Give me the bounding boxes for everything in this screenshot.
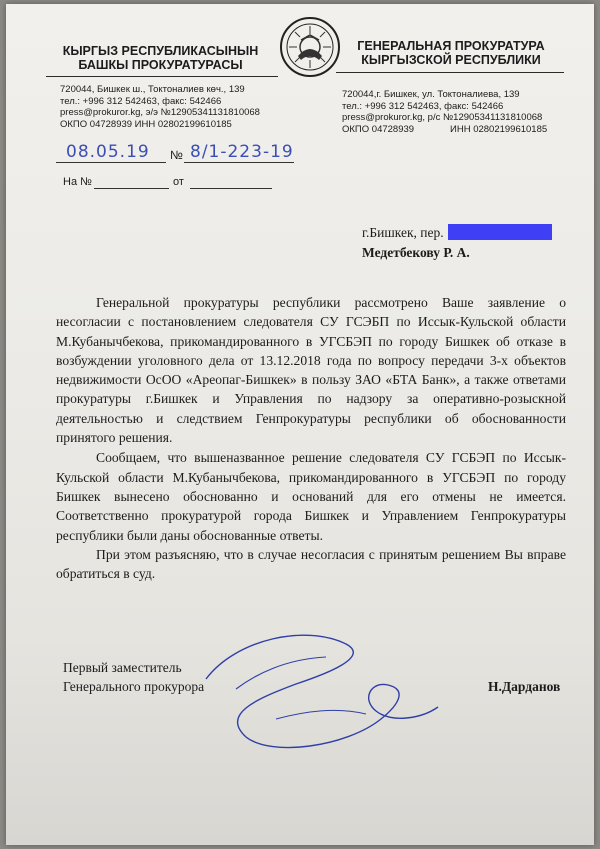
letter-page (6, 4, 594, 845)
reference-label: На № (63, 176, 92, 188)
address-line: тел.: +996 312 542463, факс: 542466 (60, 95, 222, 107)
letterhead-divider-right (336, 72, 564, 73)
address-line: 720044,г. Бишкек, ул. Токтоналиева, 139 (342, 89, 520, 100)
number-sign: № (170, 148, 183, 162)
redacted-address (448, 224, 552, 240)
okpo-code: ОКПО 04728939 (342, 123, 415, 135)
recipient-name: Медетбекову Р. А. (362, 245, 470, 260)
address-line: ОКПО 04728939 ИНН 02802199610185 (60, 118, 232, 130)
handwritten-signature (176, 619, 446, 759)
signer-name: Н.Дарданов (488, 679, 561, 694)
letterhead-kyrgyz-line2: БАШКЫ ПРОКУРАТУРАСЫ (78, 58, 243, 72)
paragraph-1: Генеральной прокуратуры республики рассмотрено Ваше заявление о несогласии с постановлением следователя СУ ГСЭБП по Иссык-Кульской области М.Кубанычбекова, прикомандированного в УГСБЭП по городу Бишкек об отказе в возбуждении уголовного дела от 13.12.2018 года по вопросу передачи 3-х объектов недвижимости ОсОО «Ареопаг-Бишкек» в пользу ЗАО «БТА Банк», а также ответами прокуратуры г.Бишкек и Управления по надзору за оперативно-розыскной деятельностью и следствием Генпрокуратуры республики об обоснованности принятого решения. (56, 295, 566, 446)
address-line: тел.: +996 312 542463, факс: 542466 (342, 100, 504, 112)
reference-date-line (190, 188, 272, 189)
inn-code: ИНН 02802199610185 (450, 123, 548, 135)
address-line: press@prokuror.kg, р/с №12905341131810068 (342, 112, 543, 123)
signer-position-line1: Первый заместитель (63, 660, 182, 675)
reference-from-label: от (173, 176, 184, 188)
letterhead-russian-line1: ГЕНЕРАЛЬНАЯ ПРОКУРАТУРА (357, 39, 545, 53)
registration-number: 8/1-223-19 (190, 142, 294, 162)
letterhead-russian-line2: КЫРГЫЗСКОЙ РЕСПУБЛИКИ (361, 53, 541, 67)
address-block-kyrgyz (60, 84, 260, 130)
registration-date: 08.05.19 (66, 142, 150, 162)
letterhead-kyrgyz-line1: КЫРГЫЗ РЕСПУБЛИКАСЫНЫН (62, 44, 259, 58)
state-emblem-icon (279, 16, 341, 78)
date-underline (56, 162, 166, 163)
address-line: press@prokuror.kg, э/э №12905341131810068 (60, 107, 260, 118)
paragraph-2: Сообщаем, что вышеназванное решение следователя СУ ГСБЭП по Иссык-Кульской области М.Кубанычбекова, прикомандированного в УГСБЭП по городу Бишкек вынесено обоснованно и оснований для его отмены не имеется. Соответственно прокуратурой города Бишкек и Управлением Генпрокуратуры республики были даны обоснованные ответы. (56, 450, 566, 543)
paragraph-3: При этом разъясняю, что в случае несогласия с принятым решением Вы вправе обратиться в суд. (56, 546, 566, 582)
recipient-city: г.Бишкек, пер. (362, 225, 444, 240)
letterhead-divider-left (46, 76, 278, 77)
address-line-codes (342, 124, 572, 136)
letterhead-kyrgyz (48, 44, 273, 72)
letter-body (56, 293, 566, 583)
number-underline (184, 162, 294, 163)
address-line: 720044, Бишкек ш., Токтоналиев көч., 139 (60, 84, 245, 95)
address-block-russian (342, 89, 572, 135)
reference-number-line (94, 188, 169, 189)
signer-position-line2: Генерального прокурора (63, 679, 205, 694)
letterhead-russian (336, 39, 566, 67)
